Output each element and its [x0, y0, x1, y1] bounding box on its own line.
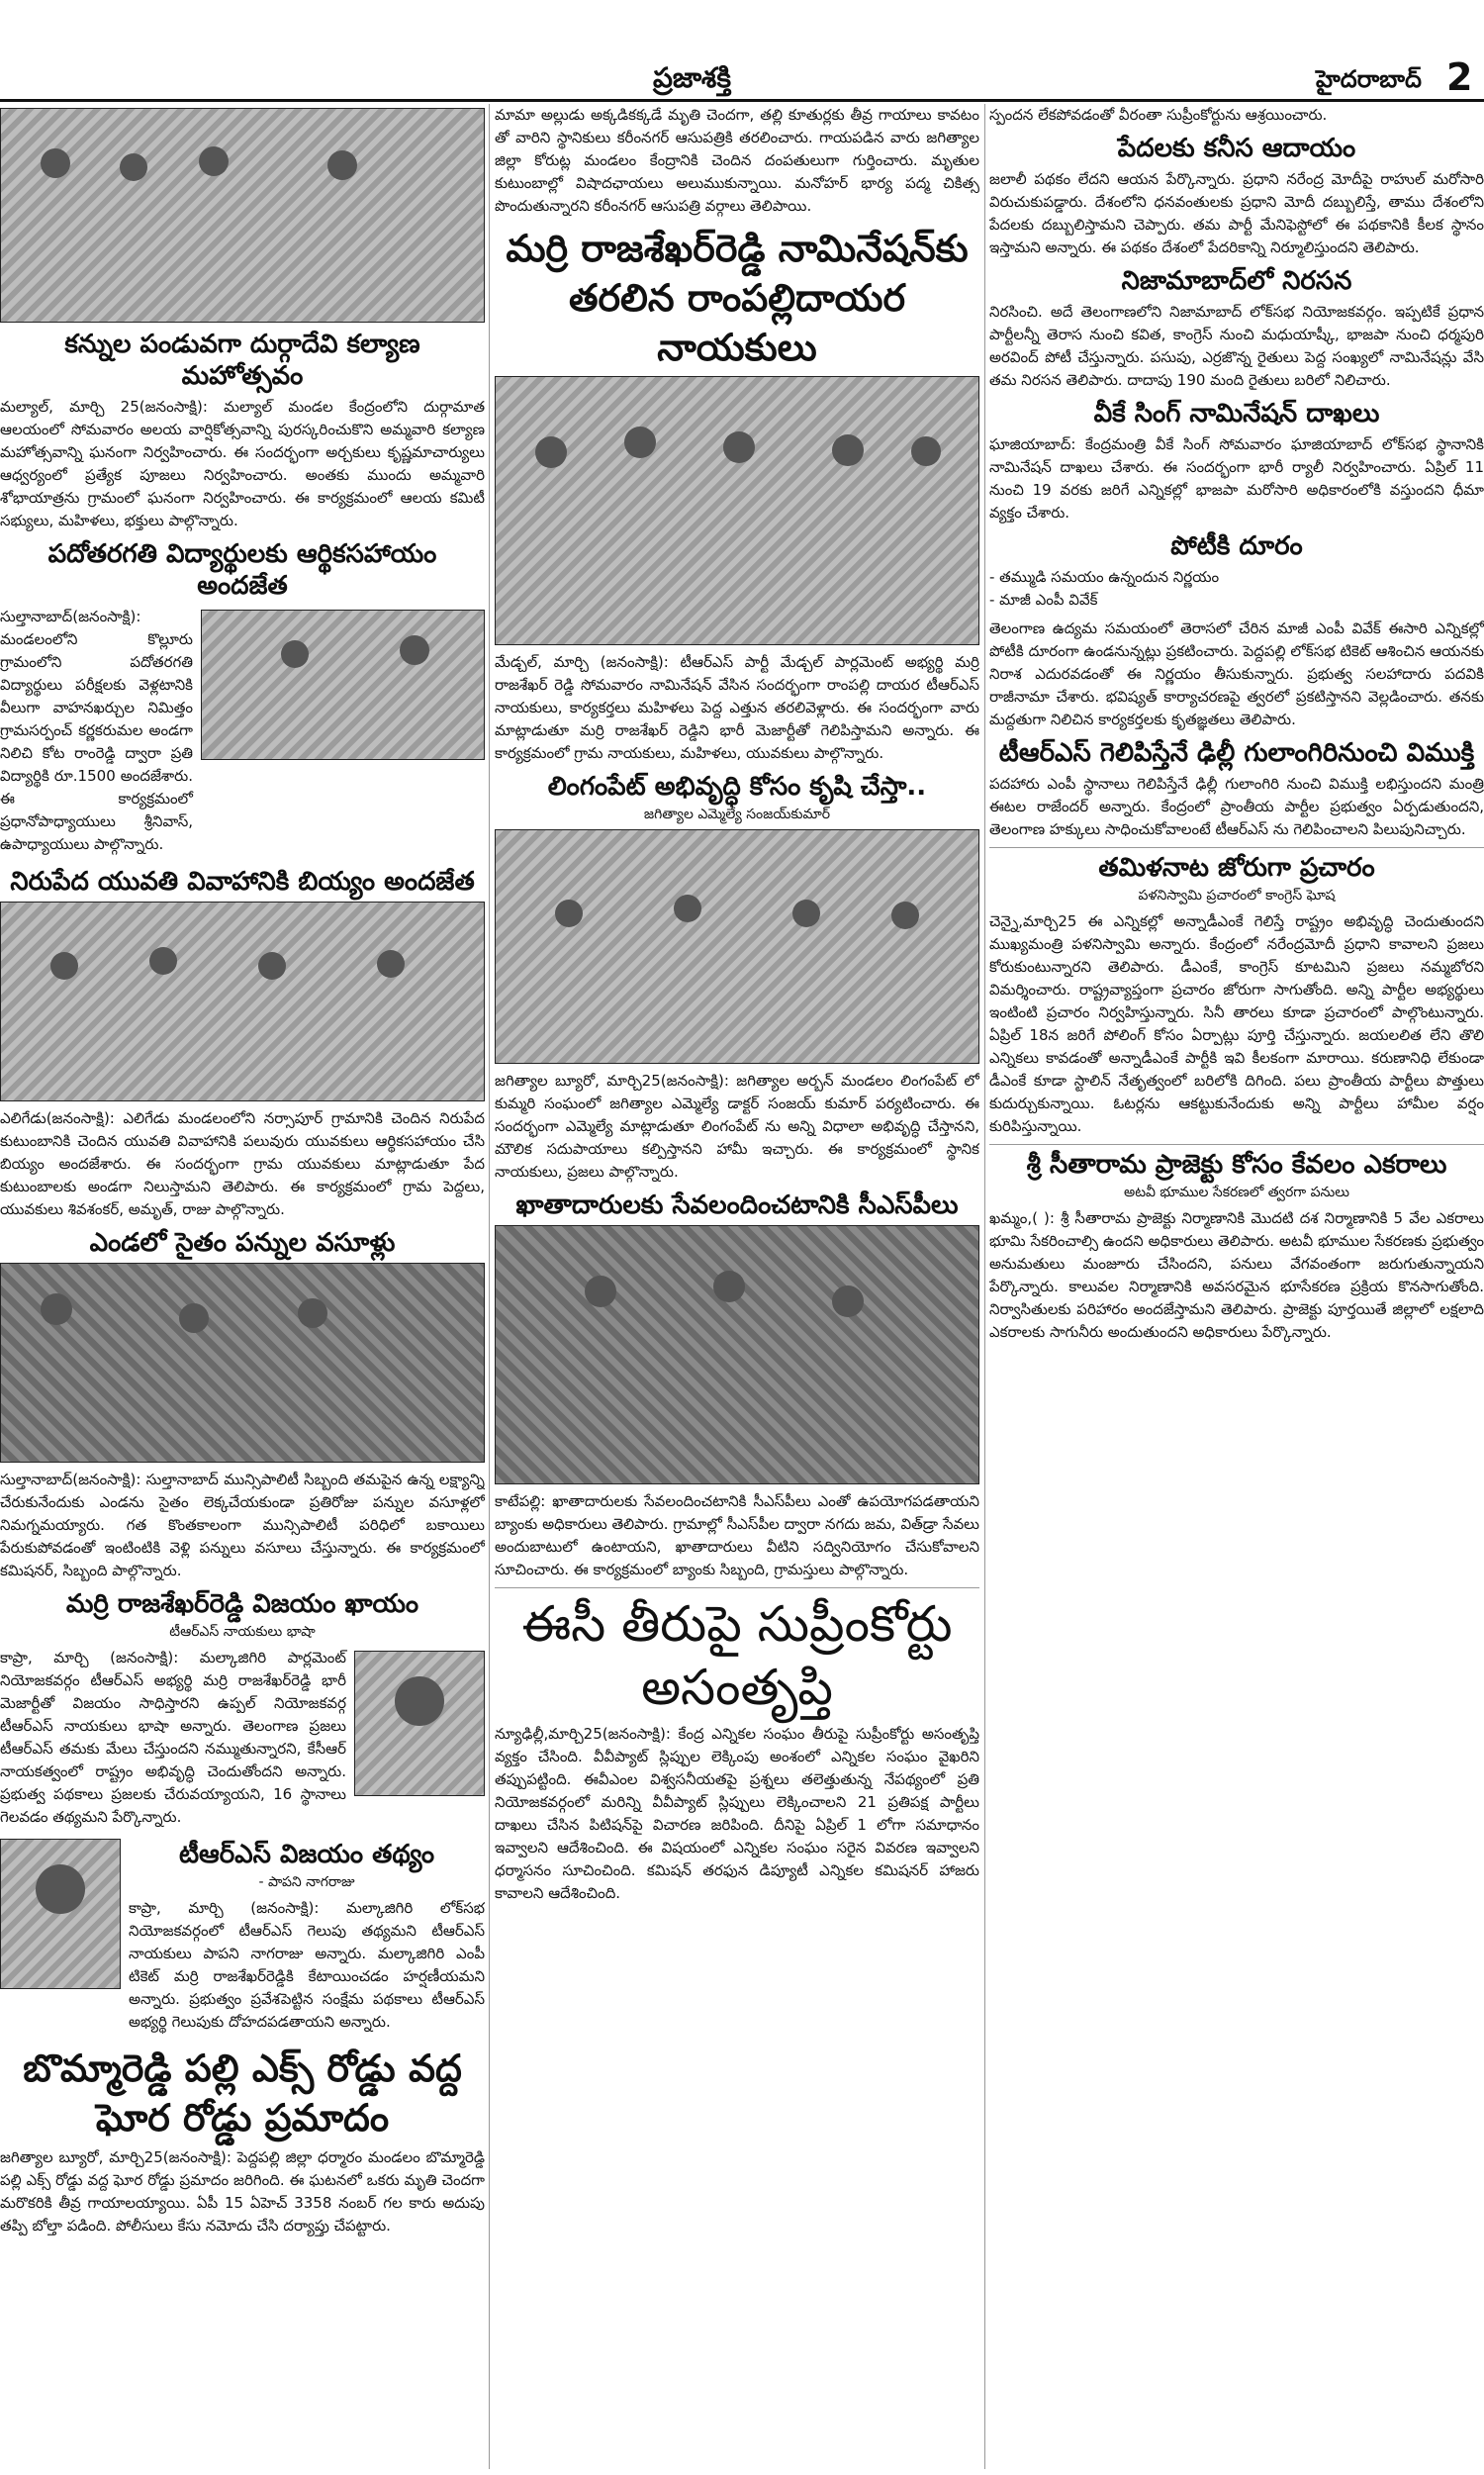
article-body: కాప్రా, మార్చి (జనంసాక్షి): మల్కాజిగిరి పార్లమెంట్ నియోజకవర్గం టీఆర్‌ఎస్ అభ్యర్థి మర్రి రాజశేఖర్‌రెడ్డి భారీ మెజార్టీతో విజయం సాధిస్తారని ఉప్పల్ నియోజకవర్గ టీఆర్‌ఎస్ నాయకులు భాషా అన్నారు. తెలంగాణ ప్రజలు టీఆర్‌ఎస్ తమకు మేలు చేస్తుందని నమ్ముతున్నారని, కేసీఆర్ నాయకత్వంలో రాష్ట్రం అభివృద్ధి చెందుతోందని అన్నారు. ప్రభుత్వ పథకాలు ప్రజలకు చేరువయ్యాయని, 16 స్థానాలు గెలవడం తథ్యమని పేర్కొన్నారు.: [0, 1649, 346, 1826]
article-body: మామా అల్లుడు అక్కడికక్కడే మృతి చెందగా, తల్లి కూతుర్లకు తీవ్ర గాయాలు కావటం తో వారిని స్థానికులు కరీంనగర్ ఆసుపత్రికి తరలించారు. గాయపడిన వారు జగిత్యాల జిల్లా కోరుట్ల మండలం కేంద్రానికి చెందిన దంపతులుగా గుర్తించారు. మృతుల కుటుంబాల్లో విషాదఛాయలు అలుముకున్నాయి. మనోహర్ భార్య పద్మ చికిత్స పొందుతున్నారని కరీంనగర్ ఆసుపత్రి వర్గాలు తెలిపాయి.: [495, 106, 979, 215]
subheading: టీఆర్‌ఎస్ నాయకులు భాషా: [169, 1624, 316, 1640]
masthead-rule: [0, 99, 1484, 102]
headline-lead: ఈసీ తీరుపై సుప్రీంకోర్టు అసంతృప్తి: [521, 1595, 953, 1716]
photo-nomination-rally: [495, 376, 979, 645]
photo-youth-group: [0, 902, 485, 1101]
article-body: ఎలిగేడు(జనంసాక్షి): ఎలిగేడు మండలంలోని నర్సాపూర్ గ్రామానికి చెందిన నిరుపేద కుటుంబానికి చెందిన యువతి వివాహానికి పలువురు యువకులు ఆర్థికసహాయం చేసి బియ్యం అందజేశారు. ఈ సందర్భంగా గ్రామ యువకులు మాట్లాడుతూ పేద కుటుంబాలకు అండగా నిలుస్తామని తెలిపారు. ఈ కార్యక్రమంలో గ్రామ పెద్దలు, యువకులు శివశంకర్, అమృత్, రాజు పాల్గొన్నారు.: [0, 1109, 485, 1218]
article-body: స్పందన లేకపోవడంతో వీరంతా సుప్రీంకోర్టును ఆశ్రయించారు.: [989, 106, 1328, 124]
article-body: ఖమ్మం,( ): శ్రీ సీతారామ ప్రాజెక్టు నిర్మాణానికి మొదటి దశ నిర్మాణానికి 5 వేల ఎకరాలు భూమి సేకరించాల్సి ఉందని అధికారులు తెలిపారు. అటవీ భూముల సేకరణకు ప్రభుత్వం అనుమతులు మంజూరు చేసిందని, పనులు వేగవంతంగా జరుగుతున్నాయని పేర్కొన్నారు. కాలువల నిర్మాణానికి అవసరమైన భూసేకరణ ప్రక్రియ కొనసాగుతోంది. నిర్వాసితులకు పరిహారం అందజేస్తామని తెలిపారు. ప్రాజెక్టు పూర్తయితే జిల్లాలో లక్షలాది ఎకరాలకు సాగునీరు అందుతుందని అధికారులు పేర్కొన్నారు.: [989, 1209, 1484, 1341]
headline: వీకే సింగ్ నామినేషన్ దాఖలు: [1093, 399, 1380, 428]
article-body: మల్యాల్, మార్చి 25(జనంసాక్షి): మల్యాల్ మండల కేంద్రంలోని దుర్గామాత ఆలయంలో సోమవారం అలయ వార్షికోత్సవాన్ని పురస్కరించుకొని అమ్మవారి కల్యాణ మహోత్సవాన్ని ఘనంగా నిర్వహించారు. ఈ సందర్భంగా అర్చకులు కృష్ణమాచార్యులు ఆధ్వర్యంలో ప్రత్యేక పూజలు నిర్వహించారు. అంతకు ముందు అమ్మవారి శోభాయాత్రను గ్రామంలో ఘనంగా నిర్వహించారు. ఈ కార్యక్రమంలో ఆలయ కమిటీ సభ్యులు, మహిళలు, భక్తులు పాల్గొన్నారు.: [0, 398, 485, 529]
photo-students: [201, 610, 485, 760]
headline: టీఆర్‌ఎస్ గెలిపిస్తేనే ఢిల్లీ గులాంగిరినుంచి విముక్తి: [998, 738, 1475, 768]
article-body: జలాలీ పథకం లేదని ఆయన పేర్కొన్నారు. ప్రధాని నరేంద్ర మోదీపై రాహుల్ మరోసారి విరుచుకుపడ్డారు. దేశంలోని ధనవంతులకు ప్రధాని మోదీ దబ్బులిస్తే, తాము దేశంలోని పేదలకు దబ్బులిస్తామని చెప్పారు. తమ పార్టీ మేనిఫెస్టోలో ఈ పథకానికి కీలక స్థానం ఇస్తామని అన్నారు. ఈ పథకం దేశంలో పేదరికాన్ని నిర్మూలిస్తుందని తెలిపారు.: [989, 170, 1484, 256]
article-body: న్యూఢిల్లీ,మార్చి25(జనంసాక్షి): కేంద్ర ఎన్నికల సంఘం తీరుపై సుప్రీంకోర్టు అసంతృప్తి వ్యక్తం చేసింది. వీవీప్యాట్ స్లిప్పుల లెక్కింపు అంశంలో ఎన్నికల సంఘం వైఖరిని తప్పుపట్టింది. ఈవీఎంల విశ్వసనీయతపై ప్రశ్నలు తలెత్తుతున్న నేపథ్యంలో ప్రతి నియోజకవర్గంలో మరిన్ని వీవీప్యాట్ స్లిప్పులు లెక్కించాలని 21 ప్రతిపక్ష పార్టీలు దాఖలు చేసిన పిటిషన్‌పై విచారణ జరిపింది. దీనిపై ఏప్రిల్ 1 లోగా సమాధానం ఇవ్వాలని ఆదేశించింది. ఈ విషయంలో ఎన్నికల సంఘం సరైన వివరణ ఇవ్వాలని ధర్మాసనం సూచించింది. కమిషన్ తరఫున డిప్యూటీ ఎన్నికల కమిషనర్ హాజరు కావాలని ఆదేశించింది.: [495, 1725, 979, 1902]
headline: పోటీకి దూరం: [1170, 531, 1303, 561]
masthead: [0, 0, 1484, 99]
article-body: జగిత్యాల బ్యూరో, మార్చి25(జనంసాక్షి): జగిత్యాల అర్బన్ మండలం లింగంపేట్ లో కుమ్మరి సంఘంలో జగిత్యాల ఎమ్మెల్యే డాక్టర్ సంజయ్ కుమార్ పర్యటించారు. ఈ సందర్భంగా ఎమ్మెల్యే మాట్లాడుతూ లింగంపేట్ ను అన్ని విధాలా అభివృద్ధి చేస్తానని, మౌలిక సదుపాయాలు కల్పిస్తానని హామీ ఇచ్చారు. ఈ కార్యక్రమంలో స్థానిక నాయకులు, ప్రజలు పాల్గొన్నారు.: [495, 1072, 979, 1181]
edition-city: హైదరాబాద్: [1316, 65, 1422, 93]
headline: బొమ్మారెడ్డి పల్లి ఎక్స్ రోడ్డు వద్ద ఘోర రోడ్డు ప్రమాదం: [23, 2047, 462, 2140]
subheading: - తమ్ముడి సమయం ఉన్నందున నిర్ణయం - మాజీ ఎంపీ వివేక్: [989, 568, 1220, 609]
headline: ఖాతాదారులకు సేవలందించటానికి సీఎస్‌పీలు: [515, 1190, 959, 1220]
article-body: నిరసించి. అదే తెలంగాణలోని నిజామాబాద్ లోక్‌సభ నియోజకవర్గం. ఇప్పటికే ప్రధాన పార్టీలన్నీ తెరాస నుంచి కవిత, కాంగ్రెస్ నుంచి మధుయాష్కీ, భాజపా నుంచి ధర్మపురి అరవింద్ పోటీ చేస్తున్నారు. పసుపు, ఎర్రజొన్న రైతులు పెద్ద సంఖ్యలో నామినేషన్లు వేసి తమ నిరసన తెలిపారు. దాదాపు 190 మంది రైతులు బరిలో నిలిచారు.: [989, 303, 1484, 389]
headline: మర్రి రాజశేఖర్‌రెడ్డి నామినేషన్‌కు తరలిన రాంపల్లిదాయర నాయకులు: [506, 227, 969, 369]
column-left: [0, 104, 485, 2469]
headline: టీఆర్‌ఎస్ విజయం తథ్యం: [178, 1840, 435, 1869]
subheading: అటవీ భూముల సేకరణలో త్వరగా పనులు: [1124, 1185, 1349, 1200]
headline: నిరుపేద యువతి వివాహానికి బియ్యం అందజేత: [10, 867, 475, 897]
article-body: సుల్తానాబాద్(జనంసాక్షి): సుల్తానాబాద్ మున్సిపాలిటీ సిబ్బంది తమపైన ఉన్న లక్ష్యాన్ని చేరుకునేందుకు ఎండను సైతం లెక్కచేయకుండా ప్రతిరోజు పన్నుల వసూళ్లలో నిమగ్నమయ్యారు. గత కొంతకాలంగా మున్సిపాలిటీ పరిధిలో బకాయిలు పేరుకుపోవడంతో ఇంటింటికి వెళ్లి పన్నులు వసూలు చేస్తున్నారు. ఈ కార్యక్రమంలో కమిషనర్, సిబ్బంది పాల్గొన్నారు.: [0, 1471, 485, 1579]
article-body: ఘాజియాబాద్: కేంద్రమంత్రి వీకే సింగ్ సోమవారం ఘాజియాబాద్ లోక్‌సభ స్థానానికి నామినేషన్ దాఖలు చేశారు. ఈ సందర్భంగా భారీ ర్యాలీ నిర్వహించారు. ఏప్రిల్ 11 నుంచి 19 వరకు జరిగే ఎన్నికల్లో భాజపా మరోసారి అధికారంలోకి వస్తుందని ధీమా వ్యక్తం చేశారు.: [989, 435, 1484, 522]
article-body: కాటేపల్లి: ఖాతాదారులకు సేవలందించటానికి సీఎస్‌పీలు ఎంతో ఉపయోగపడతాయని బ్యాంకు అధికారులు తెలిపారు. గ్రామాల్లో సీఎస్‌పీల ద్వారా నగదు జమ, విత్‌డ్రా సేవలు అందుబాటులో ఉంటాయని, ఖాతాదారులు వీటిని సద్వినియోగం చేసుకోవాలని సూచించారు. ఈ కార్యక్రమంలో బ్యాంకు సిబ్బంది, గ్రామస్తులు పాల్గొన్నారు.: [495, 1492, 979, 1578]
article-body: మేడ్చల్, మార్చి (జనంసాక్షి): టీఆర్‌ఎస్ పార్టీ మేడ్చల్ పార్లమెంట్ అభ్యర్థి మర్రి రాజశేఖర్ రెడ్డి సోమవారం నామినేషన్ వేసిన సందర్భంగా రాంపల్లి దాయర టీఆర్‌ఎస్ నాయకులు, కార్యకర్తలు మహిళలు పెద్ద ఎత్తున తరలివెళ్లారు. ఈ సందర్భంగా వారు మాట్లాడుతూ మర్రి రాజశేఖర్ రెడ్డిని భారీ మెజార్టీతో గెలిపిస్తామని అన్నారు. ఈ కార్యక్రమంలో గ్రామ నాయకులు, మహిళలు, యువకులు పాల్గొన్నారు.: [495, 653, 979, 762]
photo-mla-visit: [495, 829, 979, 1064]
headline: ఎండలో సైతం పన్నుల వసూళ్లు: [89, 1228, 396, 1258]
article-body: చెన్నై,మార్చి25 ఈ ఎన్నికల్లో అన్నాడీఎంకే గెలిస్తే రాష్ట్రం అభివృద్ధి చెందుతుందని ముఖ్యమంత్రి పళనిస్వామి అన్నారు. కేంద్రంలో నరేంద్రమోదీ ప్రధాని కావాలని ప్రజలు కోరుకుంటున్నారని తెలిపారు. డీఎంకే, కాంగ్రెస్ కూటమిని ప్రజలు నమ్మబోరని విమర్శించారు. రాష్ట్రవ్యాప్తంగా ప్రచారం జోరుగా సాగుతోంది. అన్ని పార్టీల అభ్యర్థులు ఇంటింటి ప్రచారం నిర్వహిస్తున్నారు. సినీ తారలు కూడా ప్రచారంలో పాల్గొంటున్నారు. ఏప్రిల్ 18న జరిగే పోలింగ్ కోసం ఏర్పాట్లు పూర్తి చేస్తున్నారు. జయలలిత లేని తొలి ఎన్నికలు కావడంతో అన్నాడీఎంకే పార్టీకి ఇవి కీలకంగా మారాయి. కరుణానిధి లేకుండా డీఎంకే కూడా స్టాలిన్ నేతృత్వంలో బరిలోకి దిగింది. పలు ప్రాంతీయ పార్టీలు పొత్తులు కుదుర్చుకున్నాయి. ఓటర్లను ఆకట్టుకునేందుకు అన్ని పార్టీలు హామీల వర్షం కురిపిస్తున్నాయి.: [989, 912, 1484, 1135]
subheading: - పాపని నాగరాజు: [258, 1874, 355, 1890]
headline: కన్నుల పండువగా దుర్గాదేవి కల్యాణ మహోత్సవం: [64, 330, 420, 391]
photo-portrait: [354, 1651, 485, 1796]
photo-portrait: [0, 1839, 121, 1989]
article-body: పదహారు ఎంపీ స్థానాలు గెలిపిస్తేనే ఢిల్లీ గులాంగిరి నుంచి విముక్తి లభిస్తుందని మంత్రి ఈటల రాజేందర్ అన్నారు. కేంద్రంలో ప్రాంతీయ పార్టీల ప్రభుత్వం ఏర్పడుతుందని, తెలంగాణ హక్కులు సాధించుకోవాలంటే టీఆర్‌ఎస్ ను గెలిపించాలని పిలుపునిచ్చారు.: [989, 775, 1484, 838]
column-divider: [984, 104, 985, 2469]
headline: మర్రి రాజశేఖర్‌రెడ్డి విజయం ఖాయం: [65, 1589, 419, 1619]
subheading: జగిత్యాల ఎమ్మెల్యే సంజయ్‌కుమార్: [643, 807, 831, 822]
headline: తమిళనాట జోరుగా ప్రచారం: [1098, 853, 1375, 883]
photo-tax-collection: [0, 1263, 485, 1463]
newspaper-logo: ప్రజాశక్తి: [653, 61, 731, 94]
column-middle: [495, 104, 979, 2469]
page-number: 2: [1446, 55, 1473, 99]
headline: పేదలకు కనీస ఆదాయం: [1117, 134, 1356, 163]
subheading: పళనిస్వామి ప్రచారంలో కాంగ్రెస్ ఘోష: [1138, 888, 1336, 904]
headline: లింగంపేట్ అభివృద్ధి కోసం కృషి చేస్తా..: [547, 772, 927, 802]
column-divider: [489, 104, 490, 2469]
photo-csp-office: [495, 1225, 979, 1484]
article-body: సుల్తానాబాద్(జనంసాక్షి): మండలంలోని కొల్లూరు గ్రామంలోని పదోతరగతి విద్యార్థులు పరీక్షలకు వెళ్లటానికి వీలుగా వాహనఖర్చుల నిమిత్తం గ్రామసర్పంచ్ కర్ణకరుమల అండగా నిలిచి కోట రాంరెడ్డి ద్వారా ప్రతి విద్యార్థికి రూ.1500 అందజేశారు. ఈ కార్యక్రమంలో ప్రధానోపాధ్యాయులు శ్రీనివాస్, ఉపాధ్యాయులు పాల్గొన్నారు.: [0, 608, 193, 853]
article-body: కాప్రా, మార్చి (జనంసాక్షి): మల్కాజిగిరి లోక్‌సభ నియోజకవర్గంలో టీఆర్‌ఎస్ గెలుపు తథ్యమని టీఆర్‌ఎస్ నాయకులు పాపని నాగరాజు అన్నారు. మల్కాజిగిరి ఎంపీ టికెట్ మర్రి రాజశేఖర్‌రెడ్డికి కేటాయించడం హర్షణీయమని అన్నారు. ప్రభుత్వం ప్రవేశపెట్టిన సంక్షేమ పథకాలు టీఆర్‌ఎస్ అభ్యర్థి గెలుపుకు దోహదపడతాయని అన్నారు.: [129, 1899, 485, 2031]
headline: నిజామాబాద్‌లో నిరసన: [1121, 266, 1352, 296]
headline: శ్రీ సీతారామ ప్రాజెక్టు కోసం కేవలం ఎకరాలు: [1026, 1150, 1447, 1180]
headline: పదోతరగతి విద్యార్థులకు ఆర్థికసహాయం అందజేత: [47, 539, 437, 601]
article-body: తెలంగాణ ఉద్యమ సమయంలో తెరాసలో చేరిన మాజీ ఎంపీ వివేక్ ఈసారి ఎన్నికల్లో పోటీకి దూరంగా ఉండనున్నట్లు ప్రకటించారు. పెద్దపల్లి లోక్‌సభ టికెట్ ఆశించిన ఆయనకు నిరాశ ఎదురవడంతో ఈ నిర్ణయం తీసుకున్నారు. ప్రభుత్వ సలహాదారు పదవికి రాజీనామా చేశారు. భవిష్యత్ కార్యాచరణపై త్వరలో ప్రకటిస్తానని వెల్లడించారు. తనకు మద్దతుగా నిలిచిన కార్యకర్తలకు కృతజ్ఞతలు తెలిపారు.: [989, 619, 1484, 728]
photo-procession: [0, 108, 485, 323]
article-body: జగిత్యాల బ్యూరో, మార్చి25(జనంసాక్షి): పెద్దపల్లి జిల్లా ధర్మారం మండలం బొమ్మారెడ్డి పల్లి ఎక్స్ రోడ్డు వద్ద ఘోర రోడ్డు ప్రమాదం జరిగింది. ఈ ఘటనలో ఒకరు మృతి చెందగా మరొకరికి తీవ్ర గాయాలయ్యాయి. ఏపీ 15 ఏహెచ్ 3358 నంబర్ గల కారు అదుపు తప్పి బోల్తా పడింది. పోలీసులు కేసు నమోదు చేసి దర్యాప్తు చేపట్టారు.: [0, 2148, 485, 2235]
column-right: [989, 104, 1484, 2469]
